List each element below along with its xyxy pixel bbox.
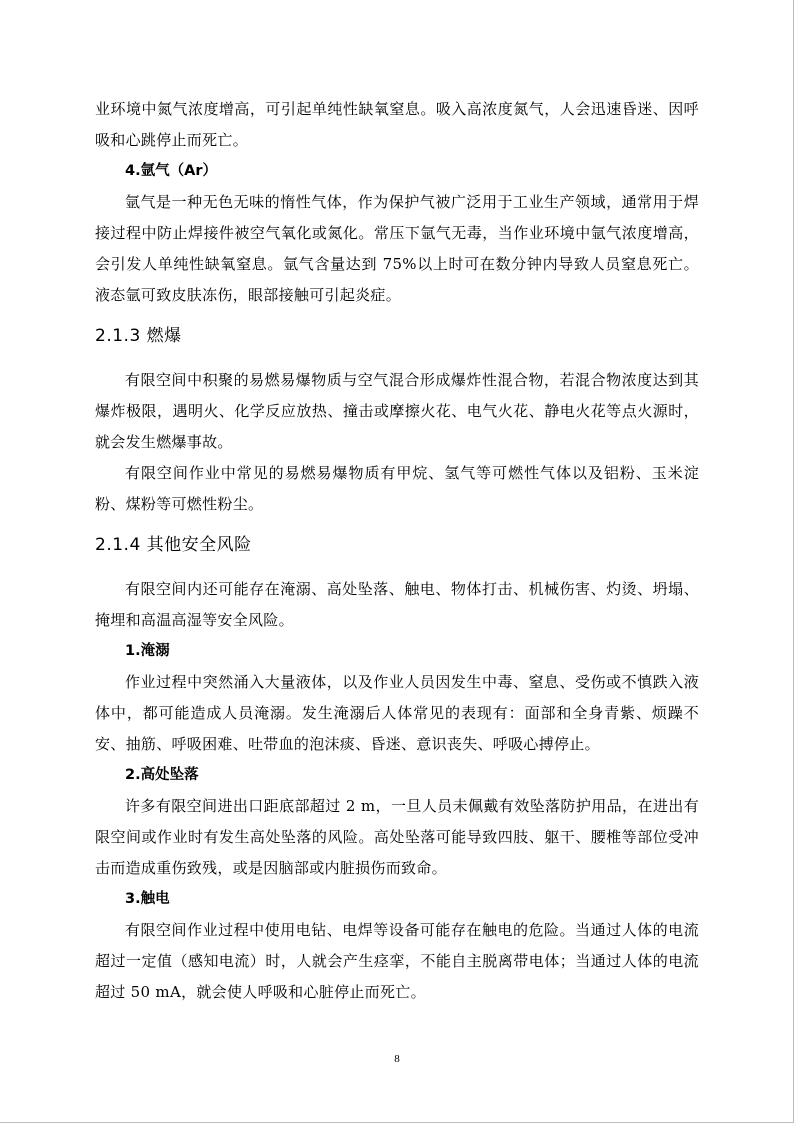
paragraph-electric-shock: 有限空间作业过程中使用电钻、电焊等设备可能存在触电的危险。当通过人体的电流超过一定值（感知电流）时，人就会产生痉挛，不能自主脱离带电体；当通过人体的电流超过 50 mA，就会使人呼吸和心脏停止而死亡。 — [95, 921, 699, 1001]
subheading-fall: 2.高处坠落 — [125, 767, 199, 783]
paragraph-fall: 许多有限空间进出口距底部超过 2 m，一旦人员未佩戴有效坠落防护用品，在进出有限空间或作业时有发生高处坠落的风险。高处坠落可能导致四肢、躯干、腰椎等部位受冲击而造成重伤致残，或是因脑部或内脏损伤而致命。 — [95, 797, 699, 877]
paragraph-nitrogen-continued: 业环境中氮气浓度增高，可引起单纯性缺氧窒息。吸入高浓度氮气，人会迅速昏迷、因呼吸和心跳停止而死亡。 — [95, 100, 699, 149]
section-title-2-1-4: 2.1.4 其他安全风险 — [95, 535, 252, 555]
page-number: 8 — [394, 1053, 400, 1065]
paragraph-other-risks: 有限空间内还可能存在淹溺、高处坠落、触电、物体打击、机械伤害、灼烫、坍塌、掩埋和高温高湿等安全风险。 — [95, 580, 699, 629]
section-title-2-1-3: 2.1.3 燃爆 — [95, 326, 182, 346]
subheading-argon: 4.氩气（Ar） — [125, 163, 217, 179]
paragraph-drowning: 作业过程中突然涌入大量液体，以及作业人员因发生中毒、窒息、受伤或不慎跌入液体中，都可能造成人员淹溺。发生淹溺后人体常见的表现有：面部和全身青紫、烦躁不安、抽筋、呼吸困难、吐带血的泡沫痰、昏迷、意识丧失、呼吸心搏停止。 — [95, 673, 699, 753]
paragraph-explosion-2: 有限空间作业中常见的易燃易爆物质有甲烷、氢气等可燃性气体以及铝粉、玉米淀粉、煤粉等可燃性粉尘。 — [95, 464, 699, 513]
subheading-drowning: 1.淹溺 — [125, 643, 170, 659]
paragraph-argon: 氩气是一种无色无味的惰性气体，作为保护气被广泛用于工业生产领域，通常用于焊接过程中防止焊接件被空气氧化或氮化。常压下氩气无毒，当作业环境中氩气浓度增高，会引发人单纯性缺氧窒息。氩气含量达到 75%以上时可在数分钟内导致人员窒息死亡。液态氩可致皮肤冻伤，眼部接触可引起炎症。 — [95, 193, 699, 304]
paragraph-explosion-1: 有限空间中积聚的易燃易爆物质与空气混合形成爆炸性混合物，若混合物浓度达到其爆炸极限，遇明火、化学反应放热、撞击或摩擦火花、电气火花、静电火花等点火源时，就会发生燃爆事故。 — [95, 371, 699, 451]
page-body — [95, 94, 699, 1008]
subheading-electric-shock: 3.触电 — [125, 891, 170, 907]
